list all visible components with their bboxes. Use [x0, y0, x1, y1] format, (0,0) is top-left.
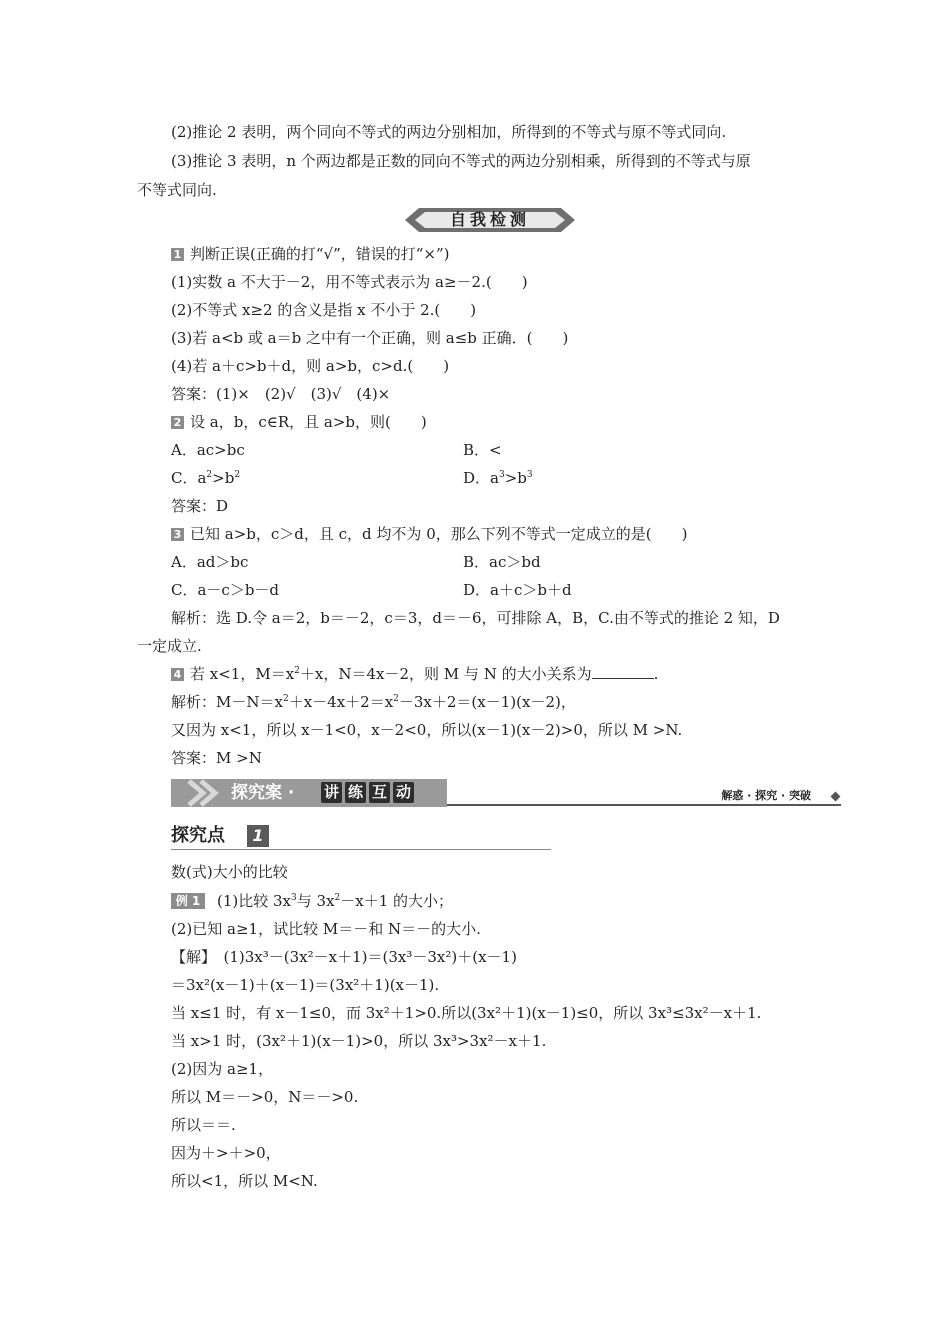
solution-line-3: 当 x≤1 时，有 x－1≤0，而 3x²＋1>0.所以(3x²＋1)(x－1)≤0，所以 3x³≤3x²－x＋1.: [171, 1004, 762, 1022]
q3-option-a: A．ad＞bc: [171, 553, 249, 571]
q2-number-badge: 2: [171, 416, 184, 429]
q4-number-badge: 4: [171, 668, 184, 681]
topic-title: 数(式)大小的比较: [171, 863, 288, 881]
q2-option-a: A．ac>bc: [171, 441, 245, 459]
banner-title: 自我检测: [449, 210, 530, 229]
section-char-3: 互: [369, 782, 390, 803]
double-chevron-icon: [177, 779, 227, 807]
intro-paragraph-3-cont: 不等式同向.: [137, 181, 217, 199]
q4-answer: 答案：M >N: [171, 749, 262, 767]
q1-statement-4: (4)若 a＋c>b＋d，则 a>b，c>d.( ): [171, 357, 450, 375]
q3-analysis-cont: 一定成立.: [137, 637, 202, 655]
q3-option-b: B．ac＞bd: [463, 553, 541, 571]
q1-statement-1: (1)实数 a 不大于－2，用不等式表示为 a≥－2.( ): [171, 273, 528, 291]
inquiry-point-header: [171, 823, 551, 851]
q3-option-c: C．a－c＞b－d: [171, 581, 280, 599]
inquiry-point-label: 探究点: [171, 825, 225, 846]
solution-line-2: ＝3x²(x－1)＋(x－1)＝(3x²＋1)(x－1).: [171, 976, 440, 994]
section-header: [171, 777, 841, 811]
example-1-line-2: (2)已知 a≥1，试比较 M＝－和 N＝－的大小.: [171, 920, 481, 938]
answer-blank: [592, 664, 654, 679]
self-check-banner: [405, 205, 575, 235]
solution-line-8: 因为＋>＋>0，: [171, 1144, 281, 1162]
solution-line-7: 所以＝＝.: [171, 1116, 236, 1134]
section-title: 探究案 ·: [231, 783, 295, 803]
section-rule: [447, 804, 841, 806]
q1-stem: [171, 244, 450, 264]
q3-analysis: 解析：选 D.令 a＝2，b＝－2，c＝3，d＝－6，可排除 A，B，C.由不等式的推论 2 知，D: [171, 609, 780, 627]
q4-analysis-1: 解析：$M-N=x^2+x-4x+2=x^2-3x+2=(x-1)(x-2)$，: [171, 693, 576, 711]
inquiry-point-number: 1: [247, 825, 269, 847]
q3-stem: [171, 524, 687, 544]
q4-stem: 4 若 x<1，$M=x^2+x$，N＝4x－2，则 M 与 N 的大小关系为 .: [171, 664, 658, 684]
q2-option-c: C．$a^2>b^2$: [171, 469, 241, 487]
q1-statement-3: (3)若 a<b 或 a＝b 之中有一个正确，则 a≤b 正确．( ): [171, 329, 569, 347]
solution-line-9: 所以<1，所以 M<N.: [171, 1172, 318, 1190]
solution-line-1: 【解】 (1)3x³－(3x²－x＋1)＝(3x³－3x²)＋(x－1): [171, 948, 517, 966]
q2-option-d: D．$a^3>b^3$: [463, 469, 533, 487]
solution-line-5: (2)因为 a≥1，: [171, 1060, 274, 1078]
section-char-1: 讲: [321, 782, 342, 803]
section-right-caption: 解惑 · 探究 · 突破: [721, 789, 811, 802]
q1-stem-text: 判断正误(正确的打“√”，错误的打“×”): [190, 245, 450, 263]
q3-option-d: D．a＋c＞b＋d: [463, 581, 572, 599]
solution-line-4: 当 x>1 时，(3x²＋1)(x－1)>0，所以 3x³>3x²－x＋1.: [171, 1032, 547, 1050]
section-char-2: 练: [345, 782, 366, 803]
q2-stem: [171, 412, 427, 432]
intro-paragraph-2: (2)推论 2 表明，两个同向不等式的两边分别相加，所得到的不等式与原不等式同向.: [171, 123, 727, 141]
intro-paragraph-3: (3)推论 3 表明，n 个两边都是正数的同向不等式的两边分别相乘，所得到的不等式与原: [171, 152, 751, 170]
q2-option-b: B．<: [463, 441, 502, 459]
section-char-4: 动: [393, 782, 414, 803]
solution-line-6: 所以 M＝－>0，N＝－>0.: [171, 1088, 359, 1106]
q3-number-badge: 3: [171, 528, 184, 541]
example-1-line-1: 例 1 (1)比较 $3x^3$与 $3x^2-x+1$ 的大小；: [171, 891, 453, 911]
inquiry-point-rule: [171, 849, 551, 850]
q1-statement-2: (2)不等式 x≥2 的含义是指 x 不小于 2.( ): [171, 301, 477, 319]
q1-answer: 答案：(1)× (2)√ (3)√ (4)×: [171, 385, 391, 403]
q2-answer: 答案：D: [171, 497, 229, 515]
q2-stem-text: 设 a，b，c∈R，且 a>b，则( ): [190, 413, 427, 431]
diamond-icon: [831, 792, 841, 802]
q3-stem-text: 已知 a>b，c＞d，且 c，d 均不为 0，那么下列不等式一定成立的是( ): [190, 525, 688, 543]
q1-number-badge: 1: [171, 248, 184, 261]
q4-analysis-2: 又因为 x<1，所以 x－1<0，x－2<0，所以(x－1)(x－2)>0，所以 M >N.: [171, 721, 683, 739]
example-tag: 例 1: [171, 893, 205, 909]
